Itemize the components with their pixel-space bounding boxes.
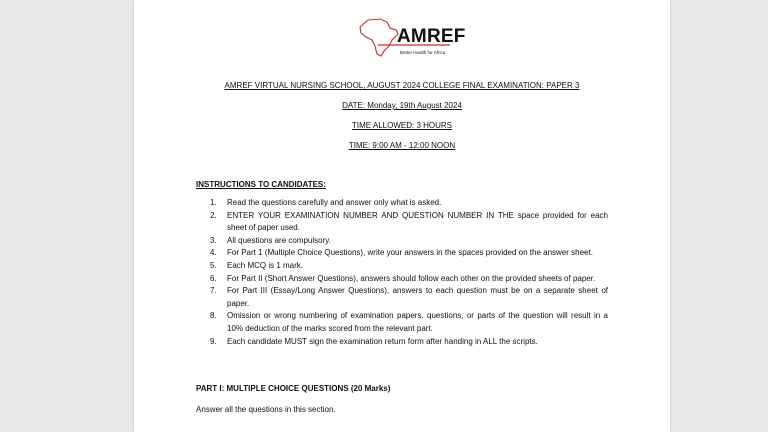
exam-time-allowed: TIME ALLOWED: 3 HOURS [351,121,453,130]
list-item: 1. Read the questions carefully and answer only what is asked. [210,198,442,207]
exam-title: AMREF VIRTUAL NURSING SCHOOL, AUGUST 2024 COLLEGE FINAL EXAMINATION: PAPER 3 [224,81,580,90]
list-item: 9. Each candidate MUST sign the examination return form after handing in ALL the scripts. [210,336,538,346]
list-item: 6. For Part II (Short Answer Questions), answers should follow each other on the provided sheets of paper. [210,273,596,283]
list-item: 4. For Part 1 (Multiple Choice Questions), write your answers in the spaces provided on the answer sheet. [210,248,593,258]
part1-note: Answer all the questions in this section. [196,405,336,414]
list-item: 3. All questions are compulsory. [210,235,331,245]
exam-date: DATE: Monday, 19th August 2024 [342,101,462,110]
part1-heading: PART I: MULTIPLE CHOICE QUESTIONS (20 Marks) [196,384,391,393]
document-page [134,0,670,432]
list-item: 5. Each MCQ is 1 mark. [210,260,304,270]
list-item: 8. Omission or wrong numbering of examination papers, questions, or parts of the question will result in a 10% deduction of the marks scored from the relevant part. [210,311,608,333]
logo-wordmark: AMREF [397,26,466,47]
amref-logo [354,16,466,58]
exam-time: TIME: 9:00 AM - 12:00 NOON [348,141,456,150]
instructions-heading: INSTRUCTIONS TO CANDIDATES: [196,180,326,189]
list-item: 7. For Part III (Essay/Long Answer Questions), answers to each question must be on a separate sheet of paper. [210,286,608,308]
list-item: 2. ENTER YOUR EXAMINATION NUMBER AND QUESTION NUMBER IN THE space provided for each sheet of paper used. [210,210,608,233]
logo-tagline: Better Health for Africa [400,50,446,55]
instructions-list [196,197,608,348]
